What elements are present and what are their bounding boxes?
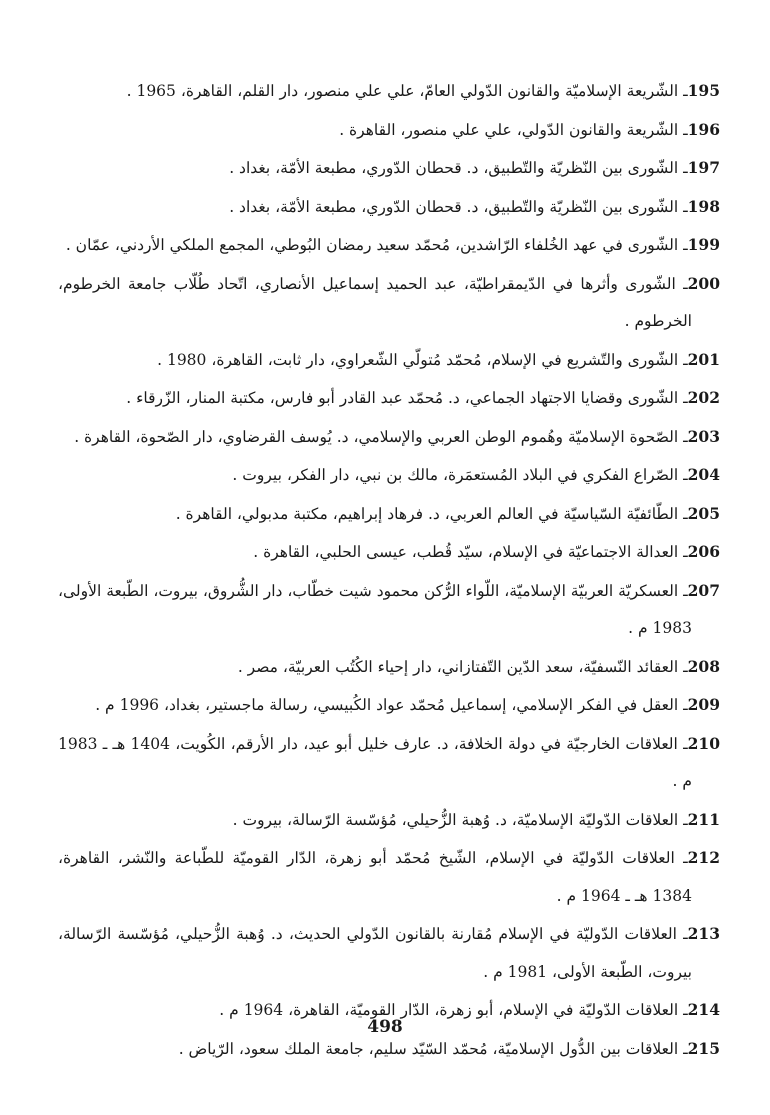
bibliography-entry-211: [58, 801, 720, 840]
entry-number: 195: [687, 81, 720, 100]
entry-text: ـ الشّورى بين النّظريّة والتّطبيق، د. قحطان الدّوري، مطبعة الأمّة، بغداد .: [229, 159, 688, 177]
entry-text: ـ الشّورى بين النّظريّة والتّطبيق، د. قحطان الدّوري، مطبعة الأمّة، بغداد .: [229, 197, 688, 216]
entry-text: ـ العلاقات الدّوليّة في الإسلام، الشّيخ مُحمّد أبو زهرة، الدّار القوميّة للطّباعة والنّشر، القاهرة، 1384 هـ ـ 1964 م .: [58, 849, 692, 905]
entry-number: 201: [687, 349, 720, 369]
entry-text: ـ الشّورى وقضايا الاجتهاد الجماعي، د. مُحمّد عبد القادر أبو فارس، مكتبة المنار، الزّرقاء .: [126, 389, 688, 407]
entry-number: 202: [687, 388, 720, 407]
bibliography-entry-204: [58, 456, 720, 495]
bibliography-entry-212: [58, 839, 720, 915]
bibliography-entry-197: [58, 149, 720, 188]
entry-number: 197: [687, 158, 720, 177]
entry-number: 213: [687, 924, 720, 943]
bibliography-entry-213: [58, 915, 720, 991]
entry-number: 208: [687, 656, 720, 676]
entry-text: ـ العقل في الفكر الإسلامي، إسماعيل مُحمّد عواد الكُبيسي، رسالة ماجستير، بغداد، 1996 م .: [95, 696, 688, 714]
bibliography-entry-203: [58, 418, 720, 457]
bibliography-entry-200: [58, 265, 720, 341]
entry-number: 196: [687, 119, 720, 139]
entry-number: 203: [687, 426, 720, 446]
entry-text: ـ الصّراع الفكري في البلاد المُستعمَرة، مالك بن نبي، دار الفكر، بيروت .: [232, 466, 688, 484]
entry-text: ـ الشّورى وأثرها في الدّيمقراطيّة، عبد الحميد إسماعيل الأنصاري، اتّحاد طُلّاب جامعة الخرطوم، الخرطوم .: [58, 274, 692, 330]
bibliography-entry-209: [58, 686, 720, 725]
bibliography-entry-208: [58, 648, 720, 687]
bibliography-entry-201: [58, 341, 720, 380]
bibliography-entry-195: [58, 72, 720, 111]
bibliography-entry-205: [58, 495, 720, 534]
bibliography-list: [58, 72, 720, 1068]
entry-text: ـ الطّائفيّة السّياسيّة في العالم العربي، د. فرهاد إبراهيم، مكتبة مدبولي، القاهرة .: [175, 504, 688, 523]
entry-text: ـ العدالة الاجتماعيّة في الإسلام، سيّد قُطب، عيسى الحلبي، القاهرة .: [253, 543, 688, 561]
bibliography-entry-202: [58, 379, 720, 418]
entry-number: 215: [687, 1038, 720, 1058]
entry-text: ـ الشّريعة الإسلاميّة والقانون الدّولي العامّ، علي علي منصور، دار القلم، القاهرة، 1965 .: [126, 82, 688, 100]
entry-number: 207: [687, 580, 720, 600]
entry-text: ـ العلاقات الدّوليّة الإسلاميّة، د. وُهبة الزُّحيلي، مُؤسّسة الرّسالة، بيروت .: [232, 810, 688, 829]
entry-number: 198: [687, 196, 720, 216]
entry-number: 206: [687, 542, 720, 561]
entry-text: ـ العسكريّة العربيّة الإسلاميّة، اللّواء الرُّكن محمود شيت خطّاب، دار الشُّروق، بيروت، الطّبعة الأولى، 1983 م .: [58, 581, 692, 637]
entry-number: 211: [687, 809, 720, 829]
bibliography-entry-207: [58, 572, 720, 648]
entry-number: 209: [687, 695, 720, 714]
entry-text: ـ الشّريعة والقانون الدّولي، علي علي منصور، القاهرة .: [339, 120, 688, 139]
entry-number: 204: [687, 465, 720, 484]
entry-text: ـ العقائد النّسفيّة، سعد الدّين التّفتازاني، دار إحياء الكُتُب العربيّة، مصر .: [237, 657, 688, 676]
entry-number: 214: [687, 1000, 720, 1019]
entry-number: 212: [687, 848, 720, 867]
entry-text: ـ الشّورى والتّشريع في الإسلام، مُحمّد مُتولّي الشّعراوي، دار ثابت، القاهرة، 1980 .: [157, 350, 688, 369]
entry-number: 205: [687, 503, 720, 523]
bibliography-entry-199: [58, 226, 720, 265]
page-number: 498: [367, 1017, 403, 1037]
entry-number: 199: [687, 235, 720, 254]
entry-text: ـ الصّحوة الإسلاميّة وهُموم الوطن العربي والإسلامي، د. يُوسف القرضاوي، دار الصّحوة، القاهرة .: [74, 427, 688, 446]
entry-number: 200: [687, 273, 720, 293]
entry-text: ـ العلاقات الدّوليّة في الإسلام، أبو زهرة، الدّار القوميّة، القاهرة، 1964 م .: [219, 1001, 688, 1019]
entry-text: ـ الشّورى في عهد الخُلفاء الرّاشدين، مُحمّد سعيد رمضان البُوطي، المجمع الملكي الأردني، عمّان .: [65, 236, 688, 254]
entry-text: ـ العلاقات الخارجيّة في دولة الخلافة، د. عارف خليل أبو عيد، دار الأرقم، الكُويت، 1404 هـ ـ 1983 م .: [58, 734, 692, 790]
entry-number: 210: [687, 733, 720, 753]
bibliography-entry-198: [58, 188, 720, 227]
bibliography-entry-206: [58, 533, 720, 572]
entry-text: ـ العلاقات بين الدُّول الإسلاميّة، مُحمّد السّيّد سليم، جامعة الملك سعود، الرّياض .: [178, 1039, 688, 1058]
bibliography-entry-210: [58, 725, 720, 801]
bibliography-entry-196: [58, 111, 720, 150]
entry-text: ـ العلاقات الدّوليّة في الإسلام مُقارنة بالقانون الدّولي الحديث، د. وُهبة الزُّحيلي، مُؤسّسة الرّسالة، بيروت، الطّبعة الأولى، 1981 م .: [58, 925, 692, 981]
